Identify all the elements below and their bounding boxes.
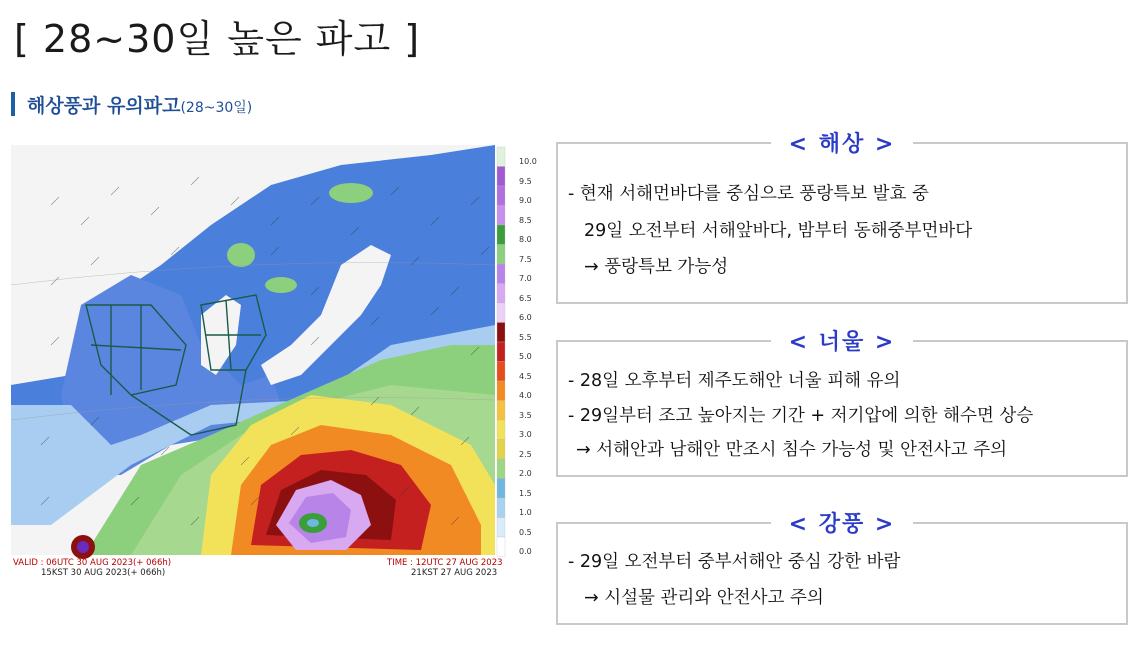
colorbar-swatch — [497, 245, 505, 265]
surge-line-2: - 29일부터 조고 높아지는 기간 + 저기압에 의한 해수면 상승 — [568, 406, 1034, 426]
colorbar-label: 9.5 — [519, 176, 532, 186]
wind-line-1: - 29일 오전부터 중부서해안 중심 강한 바람 — [568, 552, 901, 572]
colorbar-label: 5.5 — [519, 332, 532, 342]
colorbar-swatch — [497, 186, 505, 206]
colorbar-label: 9.0 — [519, 196, 532, 205]
colorbar-swatch — [497, 459, 505, 479]
subtitle-main: 해상풍과 유의파고 — [27, 94, 181, 117]
colorbar-swatch — [497, 206, 505, 226]
colorbar-label: 5.0 — [519, 352, 532, 361]
colorbar-swatch — [497, 264, 505, 284]
colorbar-swatch — [497, 147, 505, 167]
wind-line-2: → 시설물 관리와 안전사고 주의 — [584, 588, 824, 608]
colorbar-label: 7.5 — [519, 254, 532, 264]
colorbar-swatch — [497, 342, 505, 362]
sea-line-2: 29일 오전부터 서해앞바다, 밤부터 동해중부먼바다 — [584, 221, 973, 241]
page-title: [ 28~30일 높은 파고 ] — [14, 17, 421, 61]
colorbar-label: 8.0 — [519, 235, 532, 244]
sea-info-box — [556, 132, 1128, 304]
wave-map-graphic — [11, 145, 531, 585]
colorbar-swatch — [497, 440, 505, 460]
wave-height-map — [11, 145, 537, 585]
colorbar-swatch — [497, 420, 505, 440]
colorbar-label: 3.5 — [519, 410, 532, 420]
colorbar-label: 4.5 — [519, 371, 532, 381]
section-subtitle — [11, 92, 252, 116]
colorbar-swatch — [497, 401, 505, 421]
surge-info-box — [556, 330, 1128, 477]
wind-info-box — [556, 512, 1128, 625]
colorbar-label: 0.5 — [519, 527, 532, 537]
sea-line-3: → 풍랑특보 가능성 — [584, 257, 729, 277]
sea-header: < 해상 > — [771, 132, 914, 157]
colorbar-label: 6.0 — [519, 313, 532, 322]
valid-time-utc: VALID : 06UTC 30 AUG 2023(+ 066h) — [13, 558, 172, 568]
colorbar-swatch — [497, 225, 505, 245]
colorbar-label: 8.5 — [519, 215, 532, 225]
surge-header: < 너울 > — [771, 330, 914, 355]
valid-time-kst: 15KST 30 AUG 2023(+ 066h) — [41, 568, 166, 578]
colorbar-swatch — [497, 518, 505, 538]
colorbar-swatch — [497, 167, 505, 187]
colorbar-label: 3.0 — [519, 430, 532, 439]
surge-line-1: - 28일 오후부터 제주도해안 너울 피해 유의 — [568, 371, 901, 391]
colorbar-swatch — [497, 303, 505, 323]
colorbar-swatch — [497, 498, 505, 518]
issue-time-kst: 21KST 27 AUG 2023 — [411, 568, 498, 578]
colorbar-label: 10.0 — [519, 157, 537, 166]
colorbar-label: 4.0 — [519, 391, 532, 400]
colorbar-label: 2.5 — [519, 449, 532, 459]
colorbar-swatch — [497, 284, 505, 304]
colorbar-swatch — [497, 381, 505, 401]
colorbar-label: 1.0 — [519, 508, 532, 517]
wind-header: < 강풍 > — [771, 512, 914, 537]
issue-time-utc: TIME : 12UTC 27 AUG 2023 — [387, 558, 503, 568]
colorbar-label: 6.5 — [519, 293, 532, 303]
colorbar-swatch — [497, 323, 505, 343]
colorbar-label: 0.0 — [519, 547, 532, 556]
subtitle-sub: (28~30일) — [180, 99, 253, 116]
sea-line-1: - 현재 서해먼바다를 중심으로 풍랑특보 발효 중 — [568, 184, 929, 204]
colorbar-swatch — [497, 479, 505, 499]
colorbar-label: 2.0 — [519, 469, 532, 478]
colorbar-swatch — [497, 537, 505, 557]
surge-line-3: → 서해안과 남해안 만조시 침수 가능성 및 안전사고 주의 — [576, 440, 1008, 460]
colorbar-label: 7.0 — [519, 274, 532, 283]
colorbar-swatch — [497, 362, 505, 382]
subtitle-accent-bar — [11, 92, 15, 116]
colorbar-label: 1.5 — [519, 488, 532, 498]
